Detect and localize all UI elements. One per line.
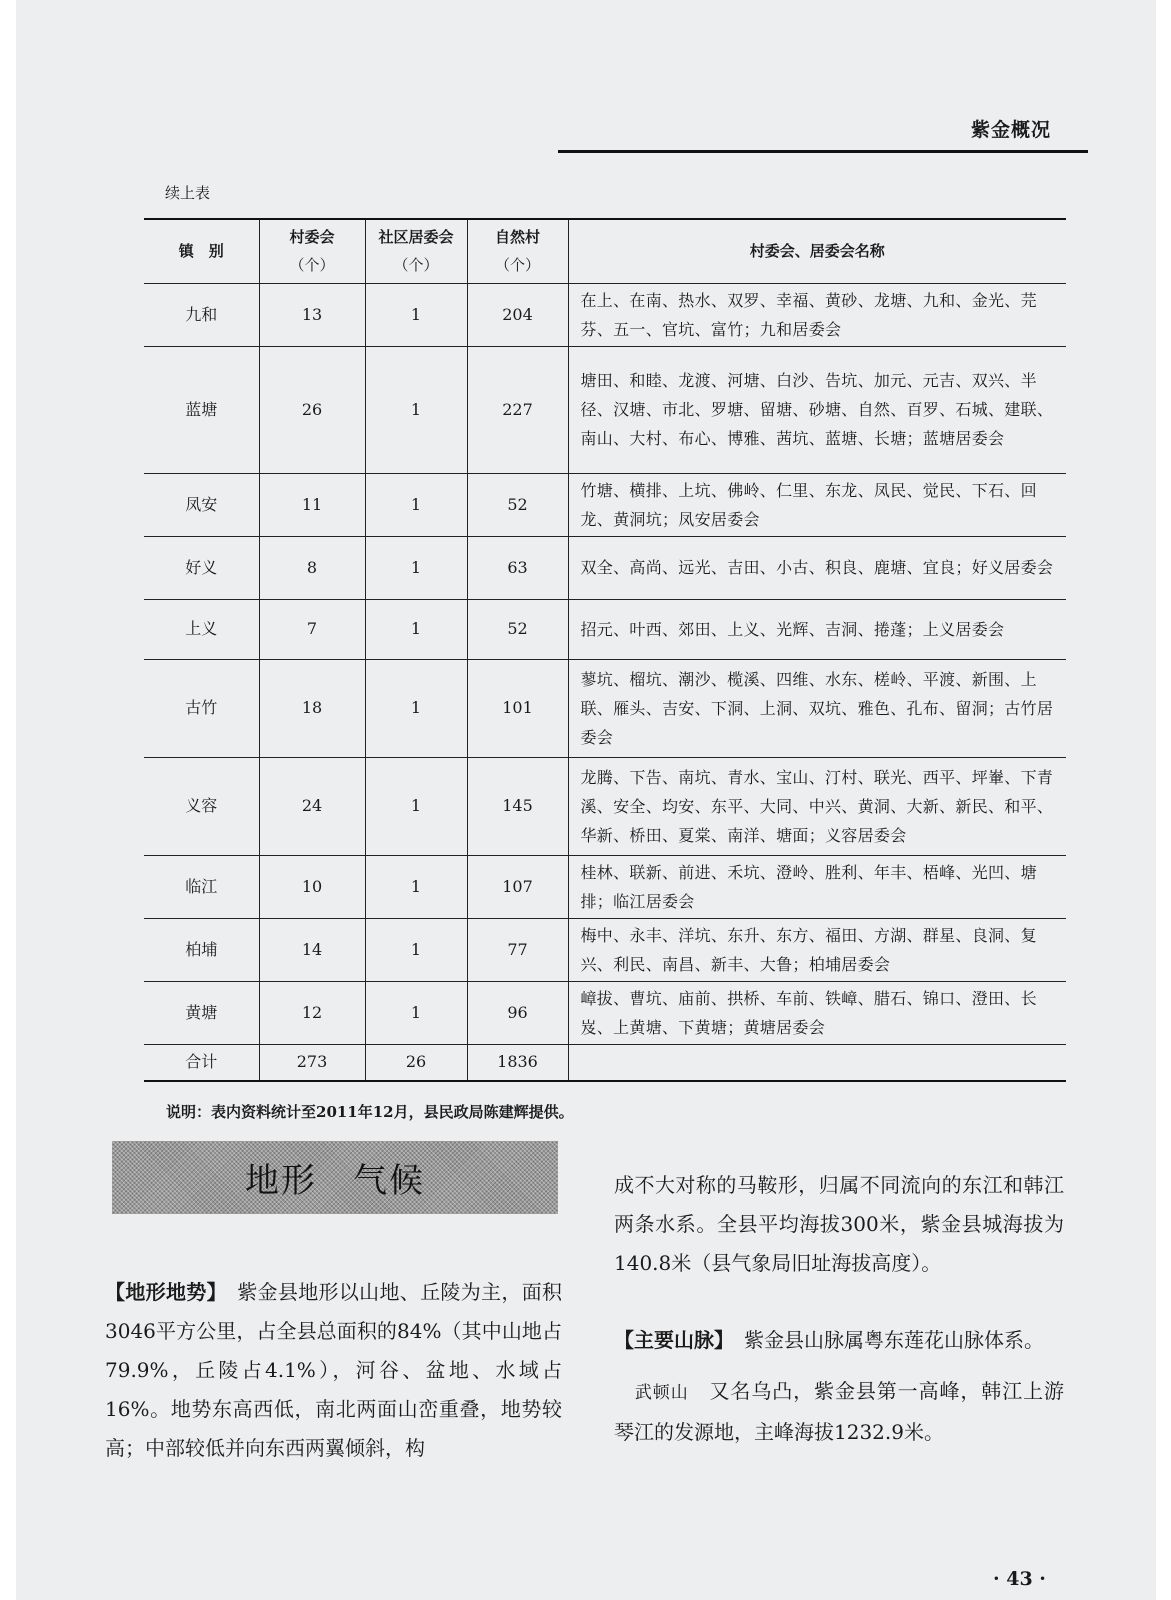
mountains-paragraph	[614, 1321, 1064, 1360]
village-committee-count: 8	[259, 536, 365, 599]
terrain-heading: 【地形地势】	[105, 1280, 217, 1304]
natural-village-count: 52	[467, 599, 568, 659]
committee-names: 双全、高尚、远光、吉田、小古、积良、鹿塘、宜良；好义居委会	[568, 536, 1066, 599]
community-committee-count: 1	[365, 757, 467, 855]
town-cell: 柏埔	[144, 918, 259, 981]
village-committee-count: 7	[259, 599, 365, 659]
header-village-committees: 村委会 （个）	[259, 219, 365, 283]
town-cell: 蓝塘	[144, 346, 259, 473]
total-natural-villages: 1836	[467, 1044, 568, 1081]
table-total-row	[144, 1044, 1066, 1081]
header-natural-villages: 自然村 （个）	[467, 219, 568, 283]
town-cell: 九和	[144, 283, 259, 346]
committee-names: 竹塘、横排、上坑、佛岭、仁里、东龙、凤民、觉民、下石、回龙、黄洞坑；凤安居委会	[568, 473, 1066, 536]
section-banner	[112, 1141, 558, 1214]
table-row	[144, 757, 1066, 855]
natural-village-count: 77	[467, 918, 568, 981]
community-committee-count: 1	[365, 659, 467, 757]
natural-village-count: 101	[467, 659, 568, 757]
header-rule	[558, 150, 1088, 153]
community-committee-count: 1	[365, 283, 467, 346]
committee-names: 嶂拔、曹坑、庙前、拱桥、车前、铁嶂、腊石、锦口、澄田、长岌、上黄塘、下黄塘；黄塘居委会	[568, 981, 1066, 1044]
community-committee-count: 1	[365, 981, 467, 1044]
committee-names: 蓼坑、榴坑、潮沙、榄溪、四维、水东、槎岭、平渡、新围、上联、雁头、吉安、下洞、上洞、双坑、雅色、孔布、留洞；古竹居委会	[568, 659, 1066, 757]
left-text-column	[105, 1273, 562, 1468]
community-committee-count: 1	[365, 473, 467, 536]
peak-paragraph	[614, 1372, 1064, 1452]
header-community-committees: 社区居委会 （个）	[365, 219, 467, 283]
natural-village-count: 96	[467, 981, 568, 1044]
town-cell: 黄塘	[144, 981, 259, 1044]
village-committee-count: 18	[259, 659, 365, 757]
town-committees-table	[144, 218, 1066, 1082]
table-row	[144, 536, 1066, 599]
community-committee-count: 1	[365, 536, 467, 599]
committee-names: 招元、叶西、郊田、上义、光辉、吉洞、捲蓬；上义居委会	[568, 599, 1066, 659]
table-row	[144, 659, 1066, 757]
town-cell: 上义	[144, 599, 259, 659]
natural-village-count: 227	[467, 346, 568, 473]
community-committee-count: 1	[365, 855, 467, 918]
table-note: 说明：表内资料统计至2011年12月，县民政局陈建辉提供。	[166, 1103, 574, 1121]
town-cell: 古竹	[144, 659, 259, 757]
town-cell: 好义	[144, 536, 259, 599]
town-cell: 凤安	[144, 473, 259, 536]
town-cell: 临江	[144, 855, 259, 918]
table-continuation-caption: 续上表	[165, 184, 211, 202]
right-text-column	[614, 1166, 1064, 1452]
running-header-title: 紫金概况	[971, 119, 1052, 141]
community-committee-count: 1	[365, 599, 467, 659]
committee-names: 龙腾、下告、南坑、青水、宝山、汀村、联光、西平、坪輋、下青溪、安全、均安、东平、大同、中兴、黄洞、大新、新民、和平、华新、桥田、夏棠、南洋、塘面；义容居委会	[568, 757, 1066, 855]
village-committee-count: 24	[259, 757, 365, 855]
total-label: 合计	[144, 1044, 259, 1081]
total-names	[568, 1044, 1066, 1081]
table-row	[144, 918, 1066, 981]
committee-names: 在上、在南、热水、双罗、幸福、黄砂、龙塘、九和、金光、芫芬、五一、官坑、富竹；九和居委会	[568, 283, 1066, 346]
natural-village-count: 63	[467, 536, 568, 599]
town-cell: 义容	[144, 757, 259, 855]
village-committee-count: 26	[259, 346, 365, 473]
natural-village-count: 107	[467, 855, 568, 918]
table-row	[144, 346, 1066, 473]
village-committee-count: 12	[259, 981, 365, 1044]
peak-name: 武顿山	[634, 1383, 689, 1403]
terrain-paragraph	[105, 1273, 562, 1468]
village-committee-count: 13	[259, 283, 365, 346]
natural-village-count: 52	[467, 473, 568, 536]
committee-names: 梅中、永丰、洋坑、东升、东方、福田、方湖、群星、良洞、复兴、利民、南昌、新丰、大鲁；柏埔居委会	[568, 918, 1066, 981]
natural-village-count: 145	[467, 757, 568, 855]
table-row	[144, 599, 1066, 659]
village-committee-count: 11	[259, 473, 365, 536]
terrain-continued-paragraph: 成不大对称的马鞍形，归属不同流向的东江和韩江两条水系。全县平均海拔300米，紫金县城海拔为140.8米（县气象局旧址海拔高度）。	[614, 1173, 1064, 1275]
committee-names: 塘田、和睦、龙渡、河塘、白沙、告坑、加元、元吉、双兴、半径、汉塘、市北、罗塘、留塘、砂塘、自然、百罗、石城、建联、南山、大村、布心、博雅、茜坑、蓝塘、长塘；蓝塘居委会	[568, 346, 1066, 473]
natural-village-count: 204	[467, 283, 568, 346]
header-town: 镇 别	[144, 219, 259, 283]
total-community-committees: 26	[365, 1044, 467, 1081]
table-row	[144, 473, 1066, 536]
mountains-text: 紫金县山脉属粤东莲花山脉体系。	[724, 1328, 1044, 1352]
table-row	[144, 283, 1066, 346]
page-number: · 43 ·	[993, 1568, 1046, 1590]
table-row	[144, 855, 1066, 918]
village-committee-count: 10	[259, 855, 365, 918]
peak-text: 又名乌凸，紫金县第一高峰，韩江上游琴江的发源地，主峰海拔1232.9米。	[614, 1379, 1065, 1444]
mountains-heading: 【主要山脉】	[614, 1328, 724, 1352]
community-committee-count: 1	[365, 918, 467, 981]
village-committee-count: 14	[259, 918, 365, 981]
community-committee-count: 1	[365, 346, 467, 473]
header-names: 村委会、居委会名称	[568, 219, 1066, 283]
terrain-text: 紫金县地形以山地、丘陵为主，面积3046平方公里，占全县总面积的84%（其中山地占79.9%，丘陵占4.1%），河谷、盆地、水域占16%。地势东高西低，南北两面山峦重叠，地势较高；中部较低并向东西两翼倾斜，构	[105, 1280, 563, 1460]
total-village-committees: 273	[259, 1044, 365, 1081]
committee-names: 桂林、联新、前进、禾坑、澄岭、胜利、年丰、梧峰、光凹、塘排；临江居委会	[568, 855, 1066, 918]
table-row	[144, 981, 1066, 1044]
section-title: 地形 气候	[245, 1161, 425, 1201]
